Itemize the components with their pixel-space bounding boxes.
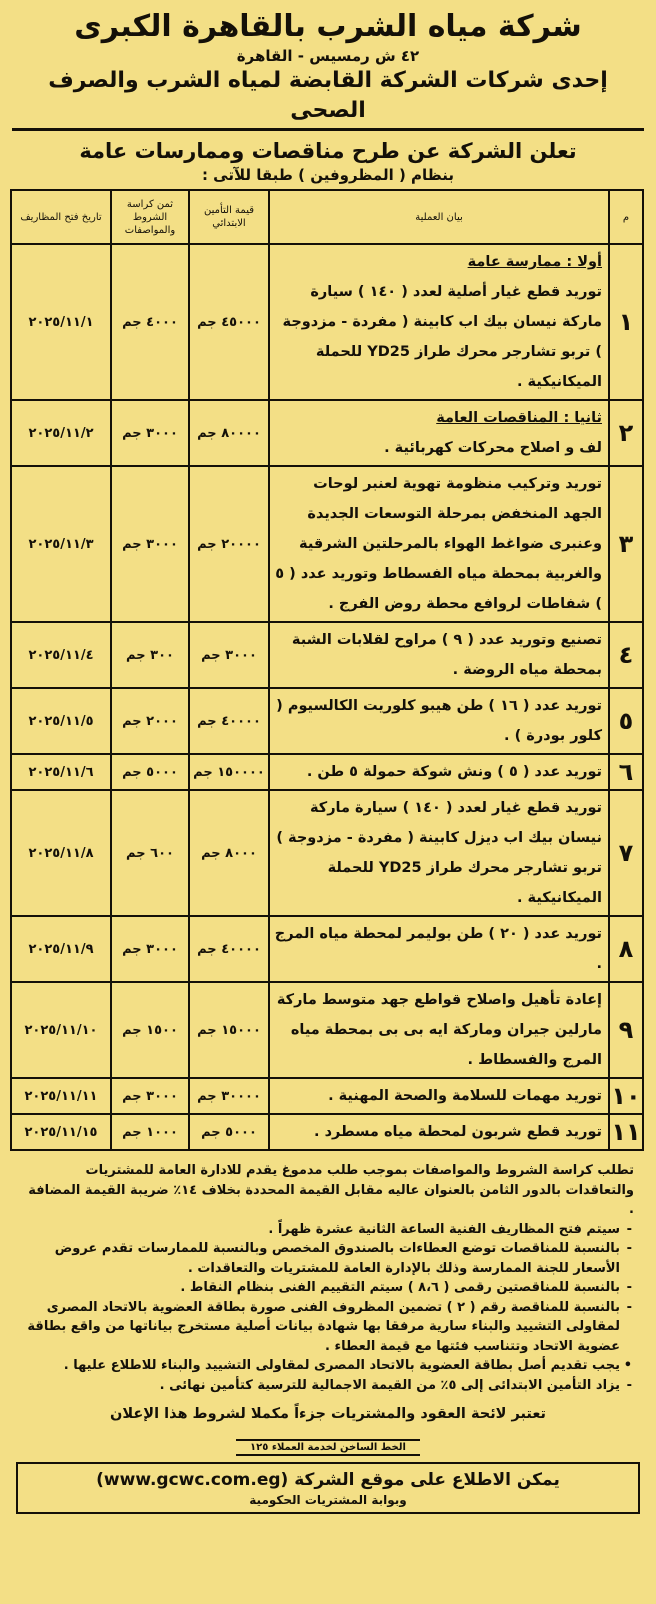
row-description: توريد عدد ( ١٦ ) طن هيبو كلوريت الكالسيوم ( كلور بودرة ) . (276, 698, 602, 744)
row-opening-date: ٢٠٢٥/١١/٦ (11, 754, 111, 790)
footer-portal: وبوابة المشتريات الحكومية (249, 1492, 407, 1507)
row-description: إعادة تأهيل واصلاح قواطع جهد متوسط ماركة مارلين جيران وماركة ايه بى بى بمحطة مياه المرج والفسطاط . (276, 992, 602, 1068)
col-header-insurance: قيمة التأمين الابتدائي (189, 190, 269, 244)
announcement-line1: تعلن الشركة عن طرح مناقصات وممارسات عامة (79, 139, 577, 163)
row-description-cell (269, 1114, 609, 1150)
row-insurance: ١٥٠٠٠٠ جم (189, 754, 269, 790)
table-row (11, 1114, 643, 1150)
row-description: لف و اصلاح محركات كهربائية . (384, 440, 602, 456)
row-opening-date: ٢٠٢٥/١١/٢ (11, 400, 111, 466)
table-row (11, 982, 643, 1078)
row-booklet-price: ٦٠٠ جم (111, 790, 189, 916)
table-row (11, 790, 643, 916)
hotline (12, 1435, 644, 1456)
row-booklet-price: ١٥٠٠ جم (111, 982, 189, 1078)
row-opening-date: ٢٠٢٥/١١/٩ (11, 916, 111, 982)
row-description-cell (269, 688, 609, 754)
row-number: ٨ (609, 916, 643, 982)
row-insurance: ٣٠٠٠٠ جم (189, 1078, 269, 1114)
row-opening-date: ٢٠٢٥/١١/٣ (11, 466, 111, 622)
company-subtitle: إحدى شركات الشركة القابضة لمياه الشرب والصرف الصحى (48, 68, 608, 123)
note-item: - سيتم فتح المظاريف الفنية الساعة الثانية عشرة ظهراً . (22, 1220, 634, 1240)
row-description-cell (269, 916, 609, 982)
footer-website: يمكن الاطلاع على موقع الشركة (www.gcwc.com.eg) (96, 1469, 560, 1490)
note-item: - بالنسبة للمناقصات توضع العطاءات بالصندوق المخصص وبالنسبة للممارسات تقدم عروض الأسعار للجنة الممارسة وذلك بالإدارة العامة للمشتريات والتعاقدات . (22, 1239, 634, 1278)
row-insurance: ٥٠٠٠ جم (189, 1114, 269, 1150)
row-description-cell (269, 982, 609, 1078)
header-divider (12, 128, 644, 131)
row-insurance: ٤٠٠٠٠ جم (189, 688, 269, 754)
row-number: ٢ (609, 400, 643, 466)
hotline-text: الخط الساخن لخدمة العملاء ١٢٥ (236, 1439, 420, 1456)
row-opening-date: ٢٠٢٥/١١/٥ (11, 688, 111, 754)
row-description-cell (269, 466, 609, 622)
table-row (11, 244, 643, 400)
footer (16, 1462, 640, 1514)
table-row (11, 622, 643, 688)
note-item: - بالنسبة للمناقصتين رقمى ( ٨،٦ ) سيتم التقييم الفنى بنظام النقاط . (22, 1278, 634, 1298)
row-description-cell (269, 790, 609, 916)
col-header-desc: بيان العملية (269, 190, 609, 244)
notes (12, 1151, 644, 1425)
tenders-table (10, 189, 644, 1151)
row-number: ٩ (609, 982, 643, 1078)
table-row (11, 916, 643, 982)
row-description: توريد قطع شربون لمحطة مياه مسطرد . (314, 1124, 602, 1140)
row-opening-date: ٢٠٢٥/١١/١١ (11, 1078, 111, 1114)
row-number: ٣ (609, 466, 643, 622)
row-insurance: ٣٠٠٠ جم (189, 622, 269, 688)
note-item: - بالنسبة للمناقصة رقم ( ٢ ) تضمين المظروف الفنى صورة بطاقة العضوية بالاتحاد المصرى لمقاولى التشييد والبناء سارية مرفقا بها شهادة بيانات أصلية مستخرج بياناتها من واقع بطاقة عضوية الاتحاد وتتناسب فئتها مع قيمة العطاء . (22, 1298, 634, 1357)
row-booklet-price: ٢٠٠٠ جم (111, 688, 189, 754)
row-opening-date: ٢٠٢٥/١١/١٠ (11, 982, 111, 1078)
row-description: توريد قطع غيار أصلية لعدد ( ١٤٠ ) سيارة ماركة نيسان بيك اب كابينة ( مفردة - مزدوجة ) تربو تشارجر محرك طراز YD25 للحملة الميكانيكية . (282, 284, 602, 390)
row-description-cell (269, 1078, 609, 1114)
table-header-row (11, 190, 643, 244)
row-number: ١١ (609, 1114, 643, 1150)
row-opening-date: ٢٠٢٥/١١/١٥ (11, 1114, 111, 1150)
notes-intro: تطلب كراسة الشروط والمواصفات بموجب طلب مدموغ يقدم للادارة العامة للمشتريات والتعاقدات بالدور الثامن بالعنوان عاليه مقابل القيمة المحددة بخلاف ١٤٪ ضريبة القيمة المضافة . (28, 1163, 634, 1217)
section-heading: أولا : ممارسة عامة (467, 254, 602, 270)
row-insurance: ٤٥٠٠٠ جم (189, 244, 269, 400)
company-title: شركة مياه الشرب بالقاهرة الكبرى (74, 9, 582, 44)
col-header-num: م (609, 190, 643, 244)
header (12, 8, 644, 126)
table-row (11, 754, 643, 790)
table-row (11, 400, 643, 466)
col-header-opening: تاريخ فتح المظاريف (11, 190, 111, 244)
row-insurance: ١٥٠٠٠ جم (189, 982, 269, 1078)
table-row (11, 688, 643, 754)
col-header-booklet: ثمن كراسة الشروط والمواصفات (111, 190, 189, 244)
row-description: توريد مهمات للسلامة والصحة المهنية . (328, 1088, 602, 1104)
row-number: ٦ (609, 754, 643, 790)
row-number: ٤ (609, 622, 643, 688)
announcement-line2: بنظام ( المظروفين ) طبقا للآتى : (201, 166, 455, 184)
row-insurance: ٢٠٠٠٠ جم (189, 466, 269, 622)
note-item: - يزاد التأمين الابتدائى إلى ٥٪ من القيمة الاجمالية للترسية كتأمين نهائى . (22, 1376, 634, 1396)
row-booklet-price: ٣٠٠٠ جم (111, 916, 189, 982)
row-description-cell (269, 400, 609, 466)
row-description-cell (269, 622, 609, 688)
row-booklet-price: ٥٠٠٠ جم (111, 754, 189, 790)
row-opening-date: ٢٠٢٥/١١/٤ (11, 622, 111, 688)
row-insurance: ٤٠٠٠٠ جم (189, 916, 269, 982)
row-opening-date: ٢٠٢٥/١١/١ (11, 244, 111, 400)
row-description-cell (269, 754, 609, 790)
row-insurance: ٨٠٠٠ جم (189, 790, 269, 916)
row-booklet-price: ١٠٠٠ جم (111, 1114, 189, 1150)
row-opening-date: ٢٠٢٥/١١/٨ (11, 790, 111, 916)
row-booklet-price: ٣٠٠٠ جم (111, 400, 189, 466)
note-bullet: • يجب تقديم أصل بطاقة العضوية بالاتحاد المصرى لمقاولى التشييد والبناء للاطلاع عليها . (22, 1356, 634, 1376)
row-number: ٥ (609, 688, 643, 754)
announcement (12, 137, 644, 185)
table-row (11, 466, 643, 622)
row-booklet-price: ٣٠٠٠ جم (111, 466, 189, 622)
table-row (11, 1078, 643, 1114)
row-booklet-price: ٣٠٠٠ جم (111, 1078, 189, 1114)
row-description: توريد عدد ( ٥ ) ونش شوكة حمولة ٥ طن . (306, 764, 602, 780)
row-description: توريد وتركيب منظومة تهوية لعنبر لوحات الجهد المنخفض بمرحلة التوسعات الجديدة وعنبرى ضواغط الهواء بالمرحلتين الشرقية والغربية بمحطة مياه الفسطاط وتوريد عدد ( ٥ ) شفاطات لروافع محطة روض الفرج . (275, 476, 602, 612)
row-number: ١ (609, 244, 643, 400)
company-address: ٤٢ ش رمسيس - القاهرة (236, 47, 420, 65)
row-description-cell (269, 244, 609, 400)
row-description: تصنيع وتوريد عدد ( ٩ ) مراوح لقلابات الشبة بمحطة مياه الروضة . (291, 632, 602, 678)
notes-final: تعتبر لائحة العقود والمشتريات جزءاً مكملا لشروط هذا الإعلان (110, 1406, 546, 1422)
row-booklet-price: ٤٠٠٠ جم (111, 244, 189, 400)
row-number: ١٠ (609, 1078, 643, 1114)
row-description: توريد عدد ( ٢٠ ) طن بوليمر لمحطة مياه المرج . (274, 926, 602, 972)
row-description: توريد قطع غيار لعدد ( ١٤٠ ) سيارة ماركة نيسان بيك اب ديزل كابينة ( مفردة - مزدوجة ) تربو تشارجر محرك طراز YD25 للحملة الميكانيكية . (276, 800, 602, 906)
row-booklet-price: ٣٠٠ جم (111, 622, 189, 688)
row-insurance: ٨٠٠٠٠ جم (189, 400, 269, 466)
row-number: ٧ (609, 790, 643, 916)
section-heading: ثانيا : المناقصات العامة (436, 410, 602, 426)
